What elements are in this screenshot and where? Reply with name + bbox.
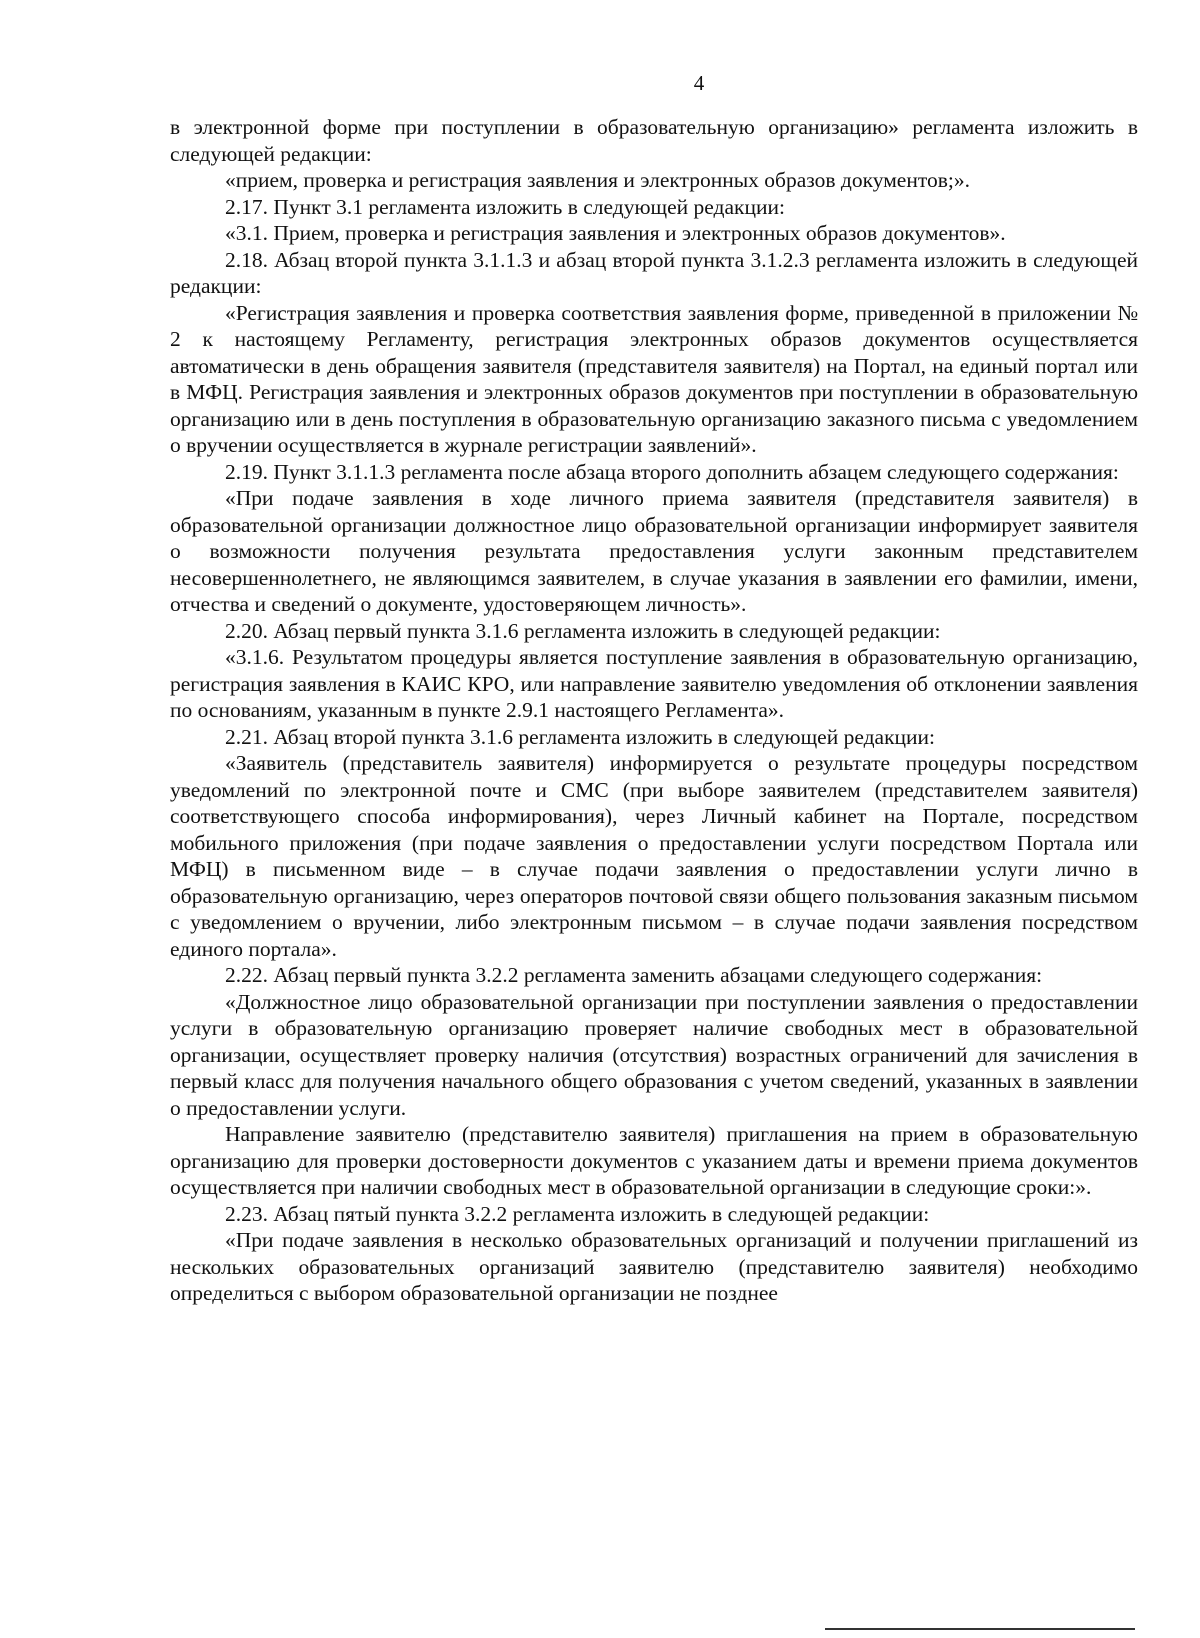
paragraph-p09: 2.20. Абзац первый пункта 3.1.6 регламента изложить в следующей редакции:: [225, 618, 941, 643]
page-number: 4: [693, 71, 705, 95]
footer-rule: [825, 1628, 1135, 1630]
paragraph-p03: 2.17. Пункт 3.1 регламента изложить в следующей редакции:: [225, 194, 785, 219]
paragraph-p16: 2.23. Абзац пятый пункта 3.2.2 регламента изложить в следующей редакции:: [225, 1201, 930, 1226]
paragraph-p08: «При подаче заявления в ходе личного приема заявителя (представителя заявителя) в образовательной организации должностное лицо образовательной организации информирует заявителя о возможности получения результата предоставления услуги законным представителем несовершеннолетнего, не являющимся заявителем, в случае указания в заявлении его фамилии, имени, отчества и сведений о документе, удостоверяющем личность».: [170, 486, 1138, 616]
paragraph-p07: 2.19. Пункт 3.1.1.3 регламента после абзаца второго дополнить абзацем следующего содержания:: [225, 459, 1119, 484]
paragraph-p10: «3.1.6. Результатом процедуры является поступление заявления в образовательную организацию, регистрация заявления в КАИС КРО, или направление заявителю уведомления об отклонении заявления по основаниям, указанным в пункте 2.9.1 настоящего Регламента».: [170, 645, 1138, 722]
paragraph-p15: Направление заявителю (представителю заявителя) приглашения на прием в образовательную организацию для проверки достоверности документов с указанием даты и времени приема документов осуществляется при наличии свободных мест в образовательной организации в следующие сроки:».: [170, 1122, 1138, 1199]
paragraph-p11: 2.21. Абзац второй пункта 3.1.6 регламента изложить в следующей редакции:: [225, 724, 936, 749]
paragraph-p14: «Должностное лицо образовательной организации при поступлении заявления о предоставлении услуги в образовательную организацию проверяет наличие свободных мест в образовательной организации, осуществляет проверку наличия (отсутствия) возрастных ограничений для зачисления в первый класс для получения начального общего образования с учетом сведений, указанных в заявлении о предоставлении услуги.: [170, 989, 1138, 1120]
paragraph-p17: «При подаче заявления в несколько образовательных организаций и получении приглашений из нескольких образовательных организаций заявителю (представителю заявителя) необходимо определиться с выбором образовательной организации не позднее: [170, 1228, 1138, 1305]
paragraph-p01: в электронной форме при поступлении в образовательную организацию» регламента изложить в следующей редакции:: [170, 115, 1138, 166]
paragraph-p05: 2.18. Абзац второй пункта 3.1.1.3 и абзац второй пункта 3.1.2.3 регламента изложить в следующей редакции:: [170, 247, 1138, 298]
paragraph-p13: 2.22. Абзац первый пункта 3.2.2 регламента заменить абзацами следующего содержания:: [225, 963, 1043, 987]
paragraph-p04: «3.1. Прием, проверка и регистрация заявления и электронных образов документов».: [225, 221, 1006, 245]
paragraph-p12: «Заявитель (представитель заявителя) информируется о результате процедуры посредством уведомлений по электронной почте и СМС (при выборе заявителем (представителем заявителя) соответствующего способа информирования), через Личный кабинет на Портале, посредством мобильного приложения (при подаче заявления о предоставлении услуги посредством Портала или МФЦ) в письменном виде – в случае подачи заявления о предоставлении услуги лично в образовательную организацию, через операторов почтовой связи общего пользования заказным письмом с уведомлением о вручении, либо электронным письмом – в случае подачи заявления посредством единого портала».: [170, 751, 1138, 961]
paragraph-p06: «Регистрация заявления и проверка соответствия заявления форме, приведенной в приложении № 2 к настоящему Регламенту, регистрация электронных образов документов осуществляется автоматически в день обращения заявителя (представителя заявителя) на Портал, на единый портал или в МФЦ. Регистрация заявления и электронных образов документов при поступлении в образовательную организацию или в день поступления в образовательную организацию заказного письма с уведомлением о вручении осуществляется в журнале регистрации заявлений».: [170, 300, 1138, 457]
document-body: [170, 114, 1138, 1307]
paragraph-p02: «прием, проверка и регистрация заявления и электронных образов документов;».: [225, 168, 970, 192]
